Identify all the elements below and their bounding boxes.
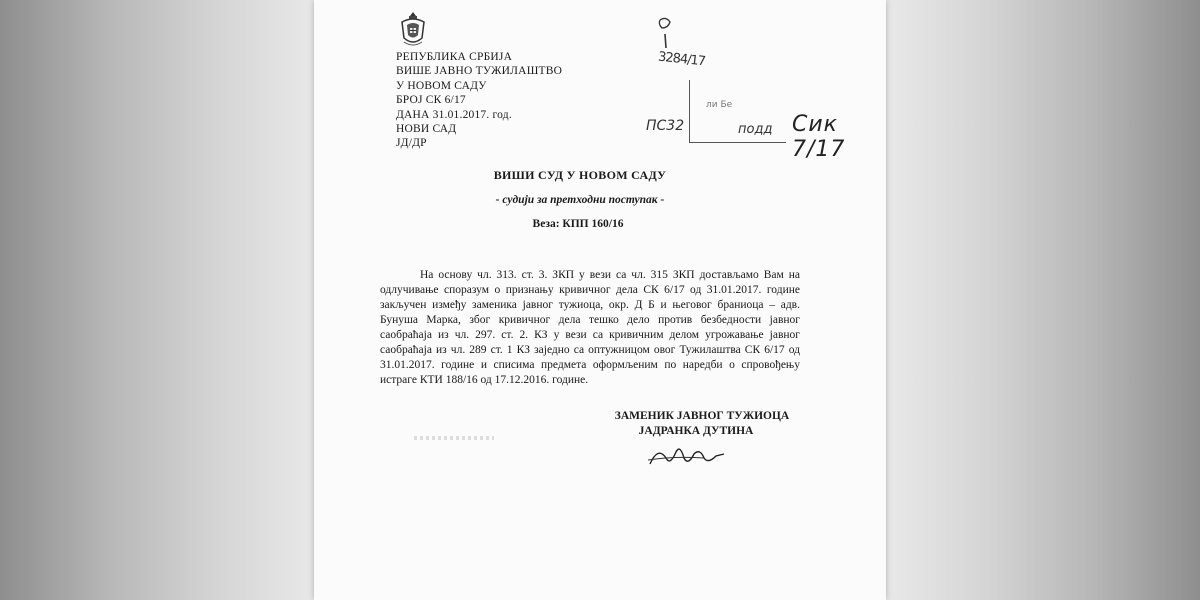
addressee-court: ВИШИ СУД У НОВОМ САДУ	[493, 168, 667, 182]
stamp-number: 3284/17	[657, 49, 706, 70]
header-line: НОВИ САД	[396, 123, 457, 136]
header-line: БРОЈ СК 6/17	[396, 94, 466, 107]
header-line: ВИШЕ ЈАВНО ТУЖИЛАШТВО	[396, 65, 563, 78]
handwritten-note: подд	[738, 122, 773, 137]
addressee-judge: - судији за претходни поступак -	[495, 194, 665, 206]
background-left	[0, 0, 318, 600]
header-line: ЈД/ДР	[396, 137, 427, 150]
background-right	[884, 0, 1200, 600]
sender-header	[396, 50, 562, 151]
document-page	[314, 0, 886, 600]
coat-of-arms-icon	[398, 10, 428, 50]
handwritten-reference: Сик 7/17	[792, 112, 846, 162]
signatory-name: ЈАДРАНКА ДУТИНА	[638, 425, 754, 437]
header-line: ДАНА 31.01.2017. год.	[396, 108, 512, 121]
stamp-text: ли Бе	[706, 100, 733, 110]
header-line: У НОВОМ САДУ	[396, 79, 487, 92]
header-line: РЕПУБЛИКА СРБИЈА	[396, 51, 513, 63]
handwritten-signature-icon	[644, 436, 764, 472]
handwritten-note: ПС32	[646, 118, 685, 134]
body-paragraph: На основу чл. 313. ст. 3. ЗКП у вези са чл. 315 ЗКП достављамо Вам на одлучивање споразум о признању кривичног дела СК 6/17 од 31.01.2017. године закључен између заменика јавног тужиоца, окр. Д Б и његовог браниоца – адв. Бунуша Марка, због кривичног дела тешко дело против безбедности јавног саобраћаја из чл. 297. ст. 2. КЗ у вези са кривичним делом угрожавање јавног саобраћаја из чл. 289 ст. 1 КЗ заједно са оптужницом овог Тужилаштва СК 6/17 од 31.01.2017. године и списима предмета оформљеним по наредби о спровођењу истраге КТИ 188/16 од 17.12.2016. године.	[380, 269, 800, 386]
signatory-title: ЗАМЕНИК ЈАВНОГ ТУЖИОЦА	[614, 410, 790, 422]
case-reference: Веза: КПП 160/16	[532, 218, 624, 230]
letter-body	[380, 268, 800, 388]
